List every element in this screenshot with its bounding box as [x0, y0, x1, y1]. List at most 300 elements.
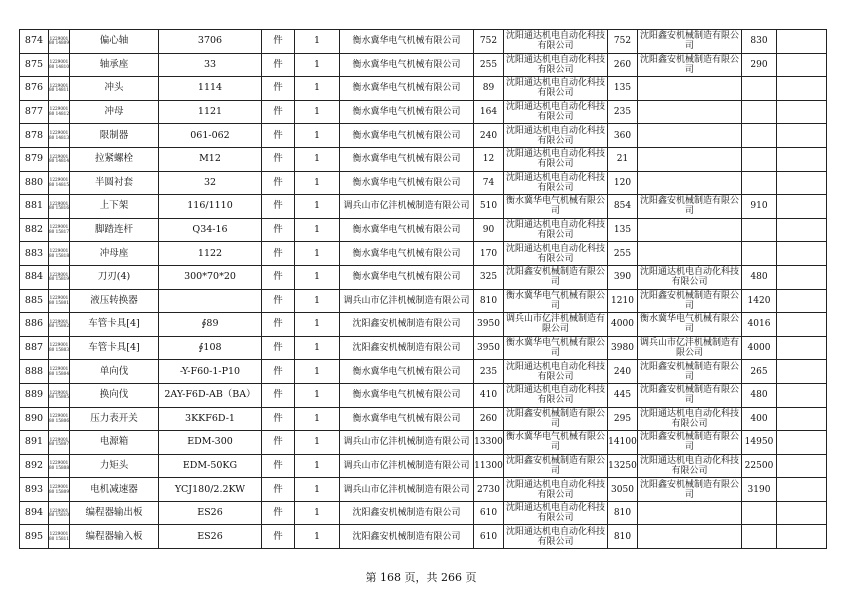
price-3-cell — [742, 501, 777, 525]
spec-cell — [159, 289, 262, 313]
material-code-cell: 122900180 15811 — [49, 525, 70, 549]
price-3-cell: 14950 — [742, 431, 777, 455]
row-number-cell: 888 — [20, 360, 49, 384]
unit-cell: 件 — [262, 30, 295, 54]
unit-cell: 件 — [262, 525, 295, 549]
supplier-2-cell: 沈阳通达机电自动化科技有限公司 — [504, 53, 608, 77]
supplier-1-cell: 沈阳鑫安机械制造有限公司 — [340, 525, 474, 549]
supplier-1-cell: 衡水冀华电气机械有限公司 — [340, 407, 474, 431]
price-1-cell: 90 — [474, 218, 504, 242]
price-3-cell — [742, 525, 777, 549]
price-1-cell: 12 — [474, 147, 504, 171]
supplier-2-cell: 沈阳通达机电自动化科技有限公司 — [504, 525, 608, 549]
table-row — [20, 336, 827, 360]
material-code-cell: 122900180 14814 — [49, 147, 70, 171]
table-row — [20, 242, 827, 266]
material-code-cell: 122900180 15819 — [49, 265, 70, 289]
row-number-cell: 878 — [20, 124, 49, 148]
supplier-1-cell: 调兵山市亿沣机械制造有限公司 — [340, 289, 474, 313]
price-3-cell: 22500 — [742, 454, 777, 478]
supplier-2-cell: 沈阳通达机电自动化科技有限公司 — [504, 124, 608, 148]
price-3-cell: 480 — [742, 383, 777, 407]
price-2-cell: 255 — [608, 242, 638, 266]
supplier-3-cell: 沈阳鑫安机械制造有限公司 — [638, 431, 742, 455]
row-number-cell: 883 — [20, 242, 49, 266]
supplier-2-cell: 沈阳通达机电自动化科技有限公司 — [504, 383, 608, 407]
price-2-cell: 445 — [608, 383, 638, 407]
blank-cell — [777, 383, 827, 407]
price-2-cell: 810 — [608, 501, 638, 525]
table-row — [20, 313, 827, 337]
material-code-cell: 122900180 14813 — [49, 124, 70, 148]
supplier-3-cell — [638, 501, 742, 525]
unit-cell: 件 — [262, 100, 295, 124]
quantity-cell: 1 — [295, 501, 340, 525]
material-code-cell: 122900180 15805 — [49, 383, 70, 407]
item-name-cell: 车管卡具[4] — [70, 336, 159, 360]
blank-cell — [777, 77, 827, 101]
item-name-cell: 编程器输出板 — [70, 501, 159, 525]
supplier-1-cell: 衡水冀华电气机械有限公司 — [340, 53, 474, 77]
price-3-cell — [742, 171, 777, 195]
price-2-cell: 14100 — [608, 431, 638, 455]
unit-cell: 件 — [262, 53, 295, 77]
row-number-cell: 892 — [20, 454, 49, 478]
quantity-cell: 1 — [295, 171, 340, 195]
blank-cell — [777, 501, 827, 525]
material-code-cell: 122900180 14809 — [49, 30, 70, 54]
supplier-3-cell: 调兵山市亿沣机械制造有限公司 — [638, 336, 742, 360]
price-2-cell: 13250 — [608, 454, 638, 478]
material-code-cell: 122900180 15809 — [49, 478, 70, 502]
table-row — [20, 383, 827, 407]
unit-cell: 件 — [262, 242, 295, 266]
supplier-3-cell: 沈阳通达机电自动化科技有限公司 — [638, 265, 742, 289]
blank-cell — [777, 171, 827, 195]
row-number-cell: 875 — [20, 53, 49, 77]
row-number-cell: 894 — [20, 501, 49, 525]
item-name-cell: 偏心轴 — [70, 30, 159, 54]
unit-cell: 件 — [262, 218, 295, 242]
quantity-cell: 1 — [295, 525, 340, 549]
price-3-cell: 1420 — [742, 289, 777, 313]
price-3-cell: 830 — [742, 30, 777, 54]
quantity-cell: 1 — [295, 478, 340, 502]
price-3-cell: 4016 — [742, 313, 777, 337]
supplier-2-cell: 衡水冀华电气机械有限公司 — [504, 195, 608, 219]
table-row — [20, 289, 827, 313]
supplier-1-cell: 沈阳鑫安机械制造有限公司 — [340, 501, 474, 525]
unit-cell: 件 — [262, 313, 295, 337]
spec-cell: Q34-16 — [159, 218, 262, 242]
supplier-1-cell: 衡水冀华电气机械有限公司 — [340, 77, 474, 101]
blank-cell — [777, 360, 827, 384]
price-1-cell: 235 — [474, 360, 504, 384]
price-comparison-table — [19, 29, 827, 549]
supplier-2-cell: 沈阳鑫安机械制造有限公司 — [504, 454, 608, 478]
blank-cell — [777, 124, 827, 148]
spec-cell: 2AY-F6D-AB（BA） — [159, 383, 262, 407]
table-body — [20, 30, 827, 549]
price-2-cell: 360 — [608, 124, 638, 148]
material-code-cell: 122900180 14812 — [49, 100, 70, 124]
row-number-cell: 891 — [20, 431, 49, 455]
spec-cell: 32 — [159, 171, 262, 195]
supplier-1-cell: 沈阳鑫安机械制造有限公司 — [340, 336, 474, 360]
spec-cell: ES26 — [159, 501, 262, 525]
unit-cell: 件 — [262, 360, 295, 384]
price-2-cell: 3980 — [608, 336, 638, 360]
spec-cell: 1114 — [159, 77, 262, 101]
price-2-cell: 295 — [608, 407, 638, 431]
supplier-3-cell — [638, 218, 742, 242]
unit-cell: 件 — [262, 195, 295, 219]
price-2-cell: 854 — [608, 195, 638, 219]
supplier-2-cell: 沈阳通达机电自动化科技有限公司 — [504, 478, 608, 502]
row-number-cell: 885 — [20, 289, 49, 313]
table-row — [20, 501, 827, 525]
quantity-cell: 1 — [295, 431, 340, 455]
supplier-2-cell: 沈阳通达机电自动化科技有限公司 — [504, 77, 608, 101]
unit-cell: 件 — [262, 289, 295, 313]
price-3-cell — [742, 242, 777, 266]
item-name-cell: 压力表开关 — [70, 407, 159, 431]
supplier-3-cell: 沈阳鑫安机械制造有限公司 — [638, 360, 742, 384]
blank-cell — [777, 30, 827, 54]
blank-cell — [777, 242, 827, 266]
supplier-3-cell — [638, 242, 742, 266]
supplier-3-cell: 沈阳鑫安机械制造有限公司 — [638, 478, 742, 502]
row-number-cell: 881 — [20, 195, 49, 219]
item-name-cell: 上下架 — [70, 195, 159, 219]
quantity-cell: 1 — [295, 30, 340, 54]
unit-cell: 件 — [262, 454, 295, 478]
supplier-1-cell: 衡水冀华电气机械有限公司 — [340, 265, 474, 289]
supplier-1-cell: 衡水冀华电气机械有限公司 — [340, 218, 474, 242]
unit-cell: 件 — [262, 171, 295, 195]
item-name-cell: 液压转换器 — [70, 289, 159, 313]
spec-cell: ∮108 — [159, 336, 262, 360]
quantity-cell: 1 — [295, 124, 340, 148]
material-code-cell: 122900180 15802 — [49, 313, 70, 337]
supplier-3-cell — [638, 77, 742, 101]
blank-cell — [777, 147, 827, 171]
supplier-1-cell: 调兵山市亿沣机械制造有限公司 — [340, 454, 474, 478]
quantity-cell: 1 — [295, 100, 340, 124]
material-code-cell: 122900180 14811 — [49, 77, 70, 101]
quantity-cell: 1 — [295, 242, 340, 266]
supplier-3-cell — [638, 171, 742, 195]
spec-cell: 1121 — [159, 100, 262, 124]
price-1-cell: 89 — [474, 77, 504, 101]
row-number-cell: 886 — [20, 313, 49, 337]
material-code-cell: 122900180 15817 — [49, 218, 70, 242]
price-1-cell: 13300 — [474, 431, 504, 455]
table-row — [20, 30, 827, 54]
row-number-cell: 895 — [20, 525, 49, 549]
quantity-cell: 1 — [295, 336, 340, 360]
supplier-1-cell: 衡水冀华电气机械有限公司 — [340, 147, 474, 171]
row-number-cell: 893 — [20, 478, 49, 502]
spec-cell: 1122 — [159, 242, 262, 266]
supplier-2-cell: 衡水冀华电气机械有限公司 — [504, 289, 608, 313]
spec-cell: YCJ180/2.2KW — [159, 478, 262, 502]
price-3-cell: 910 — [742, 195, 777, 219]
supplier-2-cell: 沈阳鑫安机械制造有限公司 — [504, 407, 608, 431]
price-2-cell: 1210 — [608, 289, 638, 313]
supplier-2-cell: 沈阳鑫安机械制造有限公司 — [504, 265, 608, 289]
row-number-cell: 880 — [20, 171, 49, 195]
material-code-cell: 122900180 15807 — [49, 431, 70, 455]
item-name-cell: 换向伐 — [70, 383, 159, 407]
unit-cell: 件 — [262, 431, 295, 455]
quantity-cell: 1 — [295, 383, 340, 407]
blank-cell — [777, 313, 827, 337]
table-row — [20, 265, 827, 289]
table-row — [20, 454, 827, 478]
blank-cell — [777, 100, 827, 124]
table-row — [20, 360, 827, 384]
blank-cell — [777, 336, 827, 360]
spec-cell: EDM-300 — [159, 431, 262, 455]
supplier-3-cell — [638, 147, 742, 171]
price-2-cell: 3050 — [608, 478, 638, 502]
table-row — [20, 171, 827, 195]
price-1-cell: 325 — [474, 265, 504, 289]
price-3-cell: 400 — [742, 407, 777, 431]
table-row — [20, 147, 827, 171]
quantity-cell: 1 — [295, 407, 340, 431]
spec-cell: 300*70*20 — [159, 265, 262, 289]
supplier-3-cell: 沈阳通达机电自动化科技有限公司 — [638, 454, 742, 478]
material-code-cell: 122900180 15804 — [49, 360, 70, 384]
price-3-cell — [742, 147, 777, 171]
blank-cell — [777, 454, 827, 478]
quantity-cell: 1 — [295, 454, 340, 478]
supplier-2-cell: 沈阳通达机电自动化科技有限公司 — [504, 501, 608, 525]
item-name-cell: 脚踏连杆 — [70, 218, 159, 242]
supplier-2-cell: 调兵山市亿沣机械制造有限公司 — [504, 313, 608, 337]
item-name-cell: 力矩头 — [70, 454, 159, 478]
price-3-cell — [742, 100, 777, 124]
blank-cell — [777, 265, 827, 289]
supplier-3-cell: 沈阳鑫安机械制造有限公司 — [638, 289, 742, 313]
item-name-cell: 冲头 — [70, 77, 159, 101]
spec-cell: 3706 — [159, 30, 262, 54]
material-code-cell: 122900180 15818 — [49, 242, 70, 266]
row-number-cell: 890 — [20, 407, 49, 431]
price-3-cell: 480 — [742, 265, 777, 289]
price-2-cell: 235 — [608, 100, 638, 124]
price-1-cell: 610 — [474, 501, 504, 525]
material-code-cell: 122900180 15808 — [49, 454, 70, 478]
supplier-1-cell: 沈阳鑫安机械制造有限公司 — [340, 313, 474, 337]
unit-cell: 件 — [262, 478, 295, 502]
price-1-cell: 2730 — [474, 478, 504, 502]
spec-cell: ∮89 — [159, 313, 262, 337]
unit-cell: 件 — [262, 501, 295, 525]
item-name-cell: 单向伐 — [70, 360, 159, 384]
table-row — [20, 100, 827, 124]
unit-cell: 件 — [262, 77, 295, 101]
supplier-1-cell: 衡水冀华电气机械有限公司 — [340, 100, 474, 124]
blank-cell — [777, 407, 827, 431]
price-1-cell: 164 — [474, 100, 504, 124]
supplier-2-cell: 衡水冀华电气机械有限公司 — [504, 336, 608, 360]
material-code-cell: 122900180 15806 — [49, 407, 70, 431]
item-name-cell: 半圆衬套 — [70, 171, 159, 195]
supplier-1-cell: 衡水冀华电气机械有限公司 — [340, 360, 474, 384]
blank-cell — [777, 525, 827, 549]
item-name-cell: 冲母 — [70, 100, 159, 124]
spec-cell: -Y-F60-1-P10 — [159, 360, 262, 384]
price-2-cell: 4000 — [608, 313, 638, 337]
quantity-cell: 1 — [295, 265, 340, 289]
spec-cell: ES26 — [159, 525, 262, 549]
supplier-1-cell: 调兵山市亿沣机械制造有限公司 — [340, 195, 474, 219]
item-name-cell: 电机减速器 — [70, 478, 159, 502]
blank-cell — [777, 431, 827, 455]
row-number-cell: 882 — [20, 218, 49, 242]
supplier-3-cell: 沈阳鑫安机械制造有限公司 — [638, 53, 742, 77]
table-row — [20, 431, 827, 455]
item-name-cell: 刀刃(4) — [70, 265, 159, 289]
unit-cell: 件 — [262, 407, 295, 431]
supplier-2-cell: 衡水冀华电气机械有限公司 — [504, 431, 608, 455]
supplier-3-cell: 沈阳鑫安机械制造有限公司 — [638, 195, 742, 219]
price-1-cell: 240 — [474, 124, 504, 148]
supplier-2-cell: 沈阳通达机电自动化科技有限公司 — [504, 171, 608, 195]
item-name-cell: 轴承座 — [70, 53, 159, 77]
table-row — [20, 525, 827, 549]
price-1-cell: 255 — [474, 53, 504, 77]
supplier-3-cell — [638, 124, 742, 148]
supplier-1-cell: 衡水冀华电气机械有限公司 — [340, 30, 474, 54]
price-2-cell: 810 — [608, 525, 638, 549]
blank-cell — [777, 478, 827, 502]
price-3-cell: 265 — [742, 360, 777, 384]
supplier-3-cell: 沈阳通达机电自动化科技有限公司 — [638, 407, 742, 431]
blank-cell — [777, 289, 827, 313]
quantity-cell: 1 — [295, 313, 340, 337]
supplier-3-cell: 沈阳鑫安机械制造有限公司 — [638, 383, 742, 407]
price-1-cell: 510 — [474, 195, 504, 219]
item-name-cell: 编程器输入板 — [70, 525, 159, 549]
price-1-cell: 610 — [474, 525, 504, 549]
price-1-cell: 810 — [474, 289, 504, 313]
supplier-3-cell: 沈阳鑫安机械制造有限公司 — [638, 30, 742, 54]
row-number-cell: 879 — [20, 147, 49, 171]
material-code-cell: 122900180 15803 — [49, 336, 70, 360]
spec-cell: M12 — [159, 147, 262, 171]
material-code-cell: 122900180 15816 — [49, 195, 70, 219]
supplier-3-cell: 衡水冀华电气机械有限公司 — [638, 313, 742, 337]
spec-cell: 33 — [159, 53, 262, 77]
item-name-cell: 电源箱 — [70, 431, 159, 455]
supplier-3-cell — [638, 525, 742, 549]
supplier-2-cell: 沈阳通达机电自动化科技有限公司 — [504, 360, 608, 384]
spec-cell: 061-062 — [159, 124, 262, 148]
price-table-page — [19, 29, 827, 549]
table-row — [20, 407, 827, 431]
table-row — [20, 218, 827, 242]
item-name-cell: 限制器 — [70, 124, 159, 148]
quantity-cell: 1 — [295, 289, 340, 313]
price-1-cell: 752 — [474, 30, 504, 54]
price-3-cell: 4000 — [742, 336, 777, 360]
price-2-cell: 240 — [608, 360, 638, 384]
spec-cell: 3KKF6D-1 — [159, 407, 262, 431]
unit-cell: 件 — [262, 383, 295, 407]
row-number-cell: 884 — [20, 265, 49, 289]
supplier-2-cell: 沈阳通达机电自动化科技有限公司 — [504, 218, 608, 242]
unit-cell: 件 — [262, 336, 295, 360]
material-code-cell: 122900180 14810 — [49, 53, 70, 77]
table-row — [20, 195, 827, 219]
material-code-cell: 122900180 15810 — [49, 501, 70, 525]
supplier-1-cell: 调兵山市亿沣机械制造有限公司 — [340, 478, 474, 502]
price-1-cell: 170 — [474, 242, 504, 266]
quantity-cell: 1 — [295, 360, 340, 384]
price-1-cell: 11300 — [474, 454, 504, 478]
material-code-cell: 122900180 14815 — [49, 171, 70, 195]
material-code-cell: 122900180 15801 — [49, 289, 70, 313]
supplier-1-cell: 衡水冀华电气机械有限公司 — [340, 171, 474, 195]
quantity-cell: 1 — [295, 77, 340, 101]
spec-cell: 116/1110 — [159, 195, 262, 219]
price-1-cell: 74 — [474, 171, 504, 195]
row-number-cell: 889 — [20, 383, 49, 407]
row-number-cell: 874 — [20, 30, 49, 54]
supplier-2-cell: 沈阳通达机电自动化科技有限公司 — [504, 242, 608, 266]
blank-cell — [777, 195, 827, 219]
row-number-cell: 887 — [20, 336, 49, 360]
price-3-cell — [742, 218, 777, 242]
unit-cell: 件 — [262, 124, 295, 148]
row-number-cell: 876 — [20, 77, 49, 101]
supplier-2-cell: 沈阳通达机电自动化科技有限公司 — [504, 100, 608, 124]
quantity-cell: 1 — [295, 195, 340, 219]
quantity-cell: 1 — [295, 218, 340, 242]
quantity-cell: 1 — [295, 147, 340, 171]
price-2-cell: 120 — [608, 171, 638, 195]
price-2-cell: 135 — [608, 77, 638, 101]
table-row — [20, 53, 827, 77]
price-1-cell: 260 — [474, 407, 504, 431]
table-row — [20, 124, 827, 148]
price-3-cell: 3190 — [742, 478, 777, 502]
item-name-cell: 车管卡具[4] — [70, 313, 159, 337]
price-1-cell: 3950 — [474, 336, 504, 360]
spec-cell: EDM-50KG — [159, 454, 262, 478]
item-name-cell: 冲母座 — [70, 242, 159, 266]
price-3-cell — [742, 124, 777, 148]
unit-cell: 件 — [262, 147, 295, 171]
price-2-cell: 21 — [608, 147, 638, 171]
price-2-cell: 390 — [608, 265, 638, 289]
price-1-cell: 3950 — [474, 313, 504, 337]
price-2-cell: 260 — [608, 53, 638, 77]
blank-cell — [777, 218, 827, 242]
unit-cell: 件 — [262, 265, 295, 289]
item-name-cell: 拉紧螺栓 — [70, 147, 159, 171]
supplier-1-cell: 衡水冀华电气机械有限公司 — [340, 242, 474, 266]
table-row — [20, 77, 827, 101]
supplier-2-cell: 沈阳通达机电自动化科技有限公司 — [504, 30, 608, 54]
price-3-cell — [742, 77, 777, 101]
price-1-cell: 410 — [474, 383, 504, 407]
page-footer: 第 168 页，共 266 页 — [365, 571, 477, 584]
